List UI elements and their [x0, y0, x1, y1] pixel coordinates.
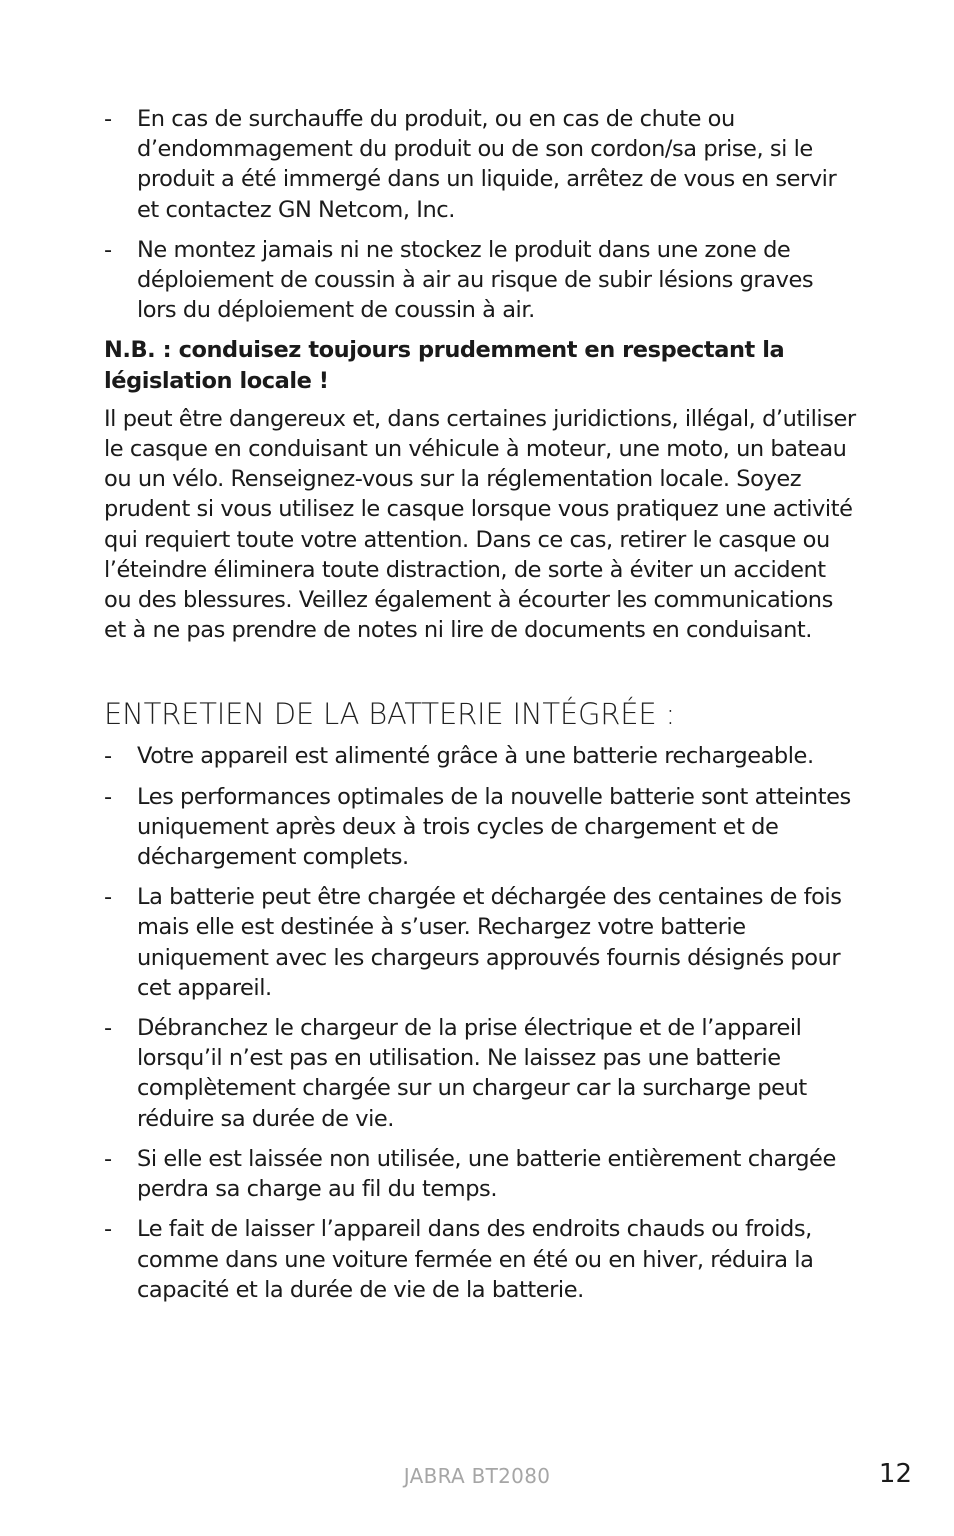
battery-list-item	[104, 1144, 856, 1204]
battery-list-item	[104, 1214, 856, 1305]
bullet-text: Votre appareil est alimenté grâce à une batterie rechargeable.	[137, 743, 814, 770]
bullet-dash: -	[104, 1015, 112, 1042]
bullet-text: Si elle est laissée non utilisée, une batterie entièrement chargée perdra sa charge au fil du temps.	[137, 1145, 836, 1203]
bullet-dash: -	[104, 884, 112, 911]
bullet-dash: -	[104, 1216, 112, 1243]
bullet-text: Ne montez jamais ni ne stockez le produit dans une zone de déploiement de coussin à air au risque de subir lésions graves lors du déploiement de coussin à air.	[137, 236, 814, 324]
battery-list-item	[104, 882, 856, 1003]
page-number: 12	[878, 1459, 912, 1489]
battery-list-item	[104, 1013, 856, 1134]
safety-list-item	[104, 104, 856, 225]
bullet-dash: -	[104, 1145, 112, 1172]
safety-list-item	[104, 235, 856, 326]
battery-list-item	[104, 782, 856, 873]
battery-section-title: ENTRETIEN DE LA BATTERIE INTÉGRÉE :	[104, 697, 676, 732]
bullet-dash: -	[104, 783, 112, 810]
bullet-text: Débranchez le chargeur de la prise électrique et de l’appareil lorsqu’il n’est pas en utilisation. Ne laissez pas une batterie complètement chargée sur un chargeur car la surcharge peut réduire sa durée de vie.	[137, 1015, 807, 1132]
bullet-dash: -	[104, 236, 112, 263]
document-page	[104, 104, 856, 1315]
bullet-dash: -	[104, 106, 112, 132]
driving-paragraph: Il peut être dangereux et, dans certaines juridictions, illégal, d’utiliser le casque en conduisant un véhicule à moteur, une moto, un bateau ou un vélo. Renseignez-vous sur la réglementation locale. Soyez prudent si vous utilisez le casque lorsque vous pratiquez une activité qui requiert toute votre attention. Dans ce cas, retirer le casque ou l’éteindre éliminera toute distraction, de sorte à éviter un accident ou des blessures. Veillez également à écourter les communications et à ne pas prendre de notes ni lire de documents en conduisant.	[104, 405, 856, 644]
bullet-dash: -	[104, 743, 112, 770]
bullet-text: Les performances optimales de la nouvelle batterie sont atteintes uniquement après deux à trois cycles de chargement et de déchargement complets.	[137, 783, 851, 871]
footer-brand: JABRA BT2080	[403, 1464, 551, 1488]
driving-note: N.B. : conduisez toujours prudemment en respectant la législation locale !	[104, 337, 785, 394]
battery-list-item	[104, 741, 856, 771]
bullet-text: En cas de surchauffe du produit, ou en cas de chute ou d’endommagement du produit ou de son cordon/sa prise, si le produit a été immergé dans un liquide, arrêtez de vous en servir et contactez GN Netcom, Inc.	[137, 106, 837, 223]
bullet-text: La batterie peut être chargée et déchargée des centaines de fois mais elle est destinée à s’user. Rechargez votre batterie uniquement avec les chargeurs approuvés fournis désignés pour cet appareil.	[137, 884, 842, 1001]
bullet-text: Le fait de laisser l’appareil dans des endroits chauds ou froids, comme dans une voiture fermée en été ou en hiver, réduira la capacité et la durée de vie de la batterie.	[137, 1216, 814, 1303]
